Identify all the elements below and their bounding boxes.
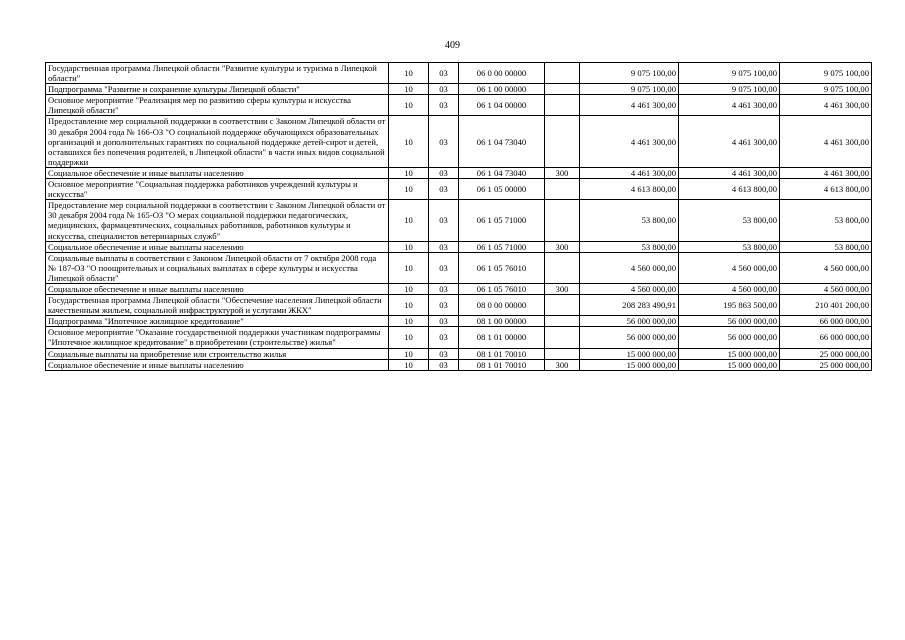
section-code: 10 [389,116,429,167]
subsection-code: 03 [429,359,459,370]
amount-year-3: 9 075 100,00 [780,63,872,84]
target-article-code: 06 1 00 00000 [459,84,545,95]
row-description: Подпрограмма "Развитие и сохранение культуры Липецкой области" [46,84,389,95]
amount-year-1: 9 075 100,00 [580,84,679,95]
row-description: Социальное обеспечение и иные выплаты населению [46,359,389,370]
amount-year-2: 9 075 100,00 [679,63,780,84]
section-code: 10 [389,359,429,370]
section-code: 10 [389,316,429,327]
amount-year-3: 53 800,00 [780,200,872,241]
target-article-code: 06 1 05 71000 [459,241,545,252]
row-description: Социальное обеспечение и иные выплаты населению [46,283,389,294]
amount-year-2: 4 461 300,00 [679,167,780,178]
amount-year-2: 4 560 000,00 [679,252,780,283]
target-article-code: 08 1 01 00000 [459,327,545,348]
target-article-code: 08 1 00 00000 [459,316,545,327]
amount-year-3: 53 800,00 [780,241,872,252]
amount-year-1: 208 283 490,91 [580,295,679,316]
table-row [46,167,872,178]
amount-year-3: 4 461 300,00 [780,116,872,167]
subsection-code: 03 [429,95,459,116]
amount-year-1: 4 560 000,00 [580,283,679,294]
section-code: 10 [389,295,429,316]
table-row [46,95,872,116]
subsection-code: 03 [429,283,459,294]
target-article-code: 06 1 04 73040 [459,167,545,178]
section-code: 10 [389,283,429,294]
amount-year-1: 53 800,00 [580,241,679,252]
amount-year-2: 56 000 000,00 [679,316,780,327]
amount-year-3: 4 613 800,00 [780,179,872,200]
subsection-code: 03 [429,348,459,359]
section-code: 10 [389,84,429,95]
row-description: Социальные выплаты в соответствии с Законом Липецкой области от 7 октября 2008 года № 187-ОЗ "О поощрительных и социальных выплатах в сфере культуры и искусства Липецкой области" [46,252,389,283]
amount-year-2: 53 800,00 [679,241,780,252]
expense-type-code [545,116,580,167]
expense-type-code [545,63,580,84]
amount-year-3: 66 000 000,00 [780,327,872,348]
amount-year-2: 15 000 000,00 [679,348,780,359]
amount-year-2: 4 461 300,00 [679,95,780,116]
amount-year-1: 56 000 000,00 [580,316,679,327]
expense-type-code [545,179,580,200]
expense-type-code: 300 [545,283,580,294]
section-code: 10 [389,252,429,283]
amount-year-1: 53 800,00 [580,200,679,241]
target-article-code: 08 0 00 00000 [459,295,545,316]
row-description: Государственная программа Липецкой области "Обеспечение населения Липецкой области качественным жильем, социальной инфраструктурой и услугами ЖКХ" [46,295,389,316]
page-number: 409 [445,40,460,51]
subsection-code: 03 [429,241,459,252]
subsection-code: 03 [429,179,459,200]
subsection-code: 03 [429,327,459,348]
table-row [46,241,872,252]
target-article-code: 06 1 05 76010 [459,283,545,294]
subsection-code: 03 [429,252,459,283]
row-description: Основное мероприятие "Социальная поддержка работников учреждений культуры и искусства" [46,179,389,200]
target-article-code: 06 1 05 00000 [459,179,545,200]
subsection-code: 03 [429,167,459,178]
row-description: Основное мероприятие "Реализация мер по развитию сферы культуры и искусства Липецкой области" [46,95,389,116]
row-description: Основное мероприятие "Оказание государственной поддержки участникам подпрограммы "Ипотечное жилищное кредитование" в приобретении (строительстве) жилья" [46,327,389,348]
subsection-code: 03 [429,200,459,241]
table-row [46,348,872,359]
table-row [46,283,872,294]
amount-year-2: 9 075 100,00 [679,84,780,95]
section-code: 10 [389,241,429,252]
row-description: Предоставление мер социальной поддержки в соответствии с Законом Липецкой области от 30 декабря 2004 года № 165-ОЗ "О мерах социальной поддержки педагогических, медицинских, фармацевтических, социальных работников, работников культуры и искусства, специалистов ветеринарных служб" [46,200,389,241]
expense-type-code [545,95,580,116]
amount-year-3: 66 000 000,00 [780,316,872,327]
amount-year-3: 4 560 000,00 [780,252,872,283]
amount-year-1: 15 000 000,00 [580,359,679,370]
subsection-code: 03 [429,316,459,327]
table-row [46,252,872,283]
expense-type-code: 300 [545,167,580,178]
table-row [46,200,872,241]
table-row [46,84,872,95]
section-code: 10 [389,63,429,84]
row-description: Предоставление мер социальной поддержки в соответствии с Законом Липецкой области от 30 декабря 2004 года № 166-ОЗ "О социальной поддержке обучающихся образовательных организаций и дополнительных гарантиях по социальной поддержке детей-сирот и детей, оставшихся без попечения родителей, в Липецкой области" в части иных видов социальной поддержки [46,116,389,167]
row-description: Социальное обеспечение и иные выплаты населению [46,167,389,178]
amount-year-1: 4 560 000,00 [580,252,679,283]
expense-type-code [545,252,580,283]
amount-year-2: 53 800,00 [679,200,780,241]
amount-year-2: 4 560 000,00 [679,283,780,294]
section-code: 10 [389,200,429,241]
row-description: Государственная программа Липецкой области "Развитие культуры и туризма в Липецкой области" [46,63,389,84]
amount-year-1: 4 461 300,00 [580,95,679,116]
amount-year-1: 56 000 000,00 [580,327,679,348]
target-article-code: 06 1 05 71000 [459,200,545,241]
target-article-code: 06 1 05 76010 [459,252,545,283]
amount-year-3: 25 000 000,00 [780,359,872,370]
expense-type-code [545,200,580,241]
amount-year-1: 4 461 300,00 [580,167,679,178]
table-row [46,63,872,84]
amount-year-3: 9 075 100,00 [780,84,872,95]
expense-type-code: 300 [545,241,580,252]
table-row [46,116,872,167]
amount-year-1: 4 461 300,00 [580,116,679,167]
amount-year-2: 4 461 300,00 [679,116,780,167]
amount-year-3: 4 461 300,00 [780,95,872,116]
row-description: Подпрограмма "Ипотечное жилищное кредитование" [46,316,389,327]
amount-year-2: 56 000 000,00 [679,327,780,348]
expense-type-code: 300 [545,359,580,370]
table-row [46,327,872,348]
amount-year-3: 4 461 300,00 [780,167,872,178]
expense-type-code [545,295,580,316]
subsection-code: 03 [429,295,459,316]
expense-type-code [545,84,580,95]
table-row [46,295,872,316]
amount-year-3: 4 560 000,00 [780,283,872,294]
amount-year-2: 15 000 000,00 [679,359,780,370]
expense-type-code [545,316,580,327]
amount-year-3: 210 401 200,00 [780,295,872,316]
target-article-code: 08 1 01 70010 [459,359,545,370]
table-row [46,316,872,327]
section-code: 10 [389,179,429,200]
row-description: Социальное обеспечение и иные выплаты населению [46,241,389,252]
budget-table [45,62,872,371]
section-code: 10 [389,95,429,116]
expense-type-code [545,327,580,348]
amount-year-3: 25 000 000,00 [780,348,872,359]
amount-year-1: 15 000 000,00 [580,348,679,359]
expense-type-code [545,348,580,359]
amount-year-1: 4 613 800,00 [580,179,679,200]
section-code: 10 [389,327,429,348]
table-row [46,179,872,200]
subsection-code: 03 [429,84,459,95]
amount-year-2: 4 613 800,00 [679,179,780,200]
target-article-code: 06 0 00 00000 [459,63,545,84]
target-article-code: 06 1 04 00000 [459,95,545,116]
target-article-code: 08 1 01 70010 [459,348,545,359]
subsection-code: 03 [429,63,459,84]
row-description: Социальные выплаты на приобретение или строительство жилья [46,348,389,359]
section-code: 10 [389,167,429,178]
subsection-code: 03 [429,116,459,167]
section-code: 10 [389,348,429,359]
target-article-code: 06 1 04 73040 [459,116,545,167]
amount-year-2: 195 863 500,00 [679,295,780,316]
table-row [46,359,872,370]
amount-year-1: 9 075 100,00 [580,63,679,84]
